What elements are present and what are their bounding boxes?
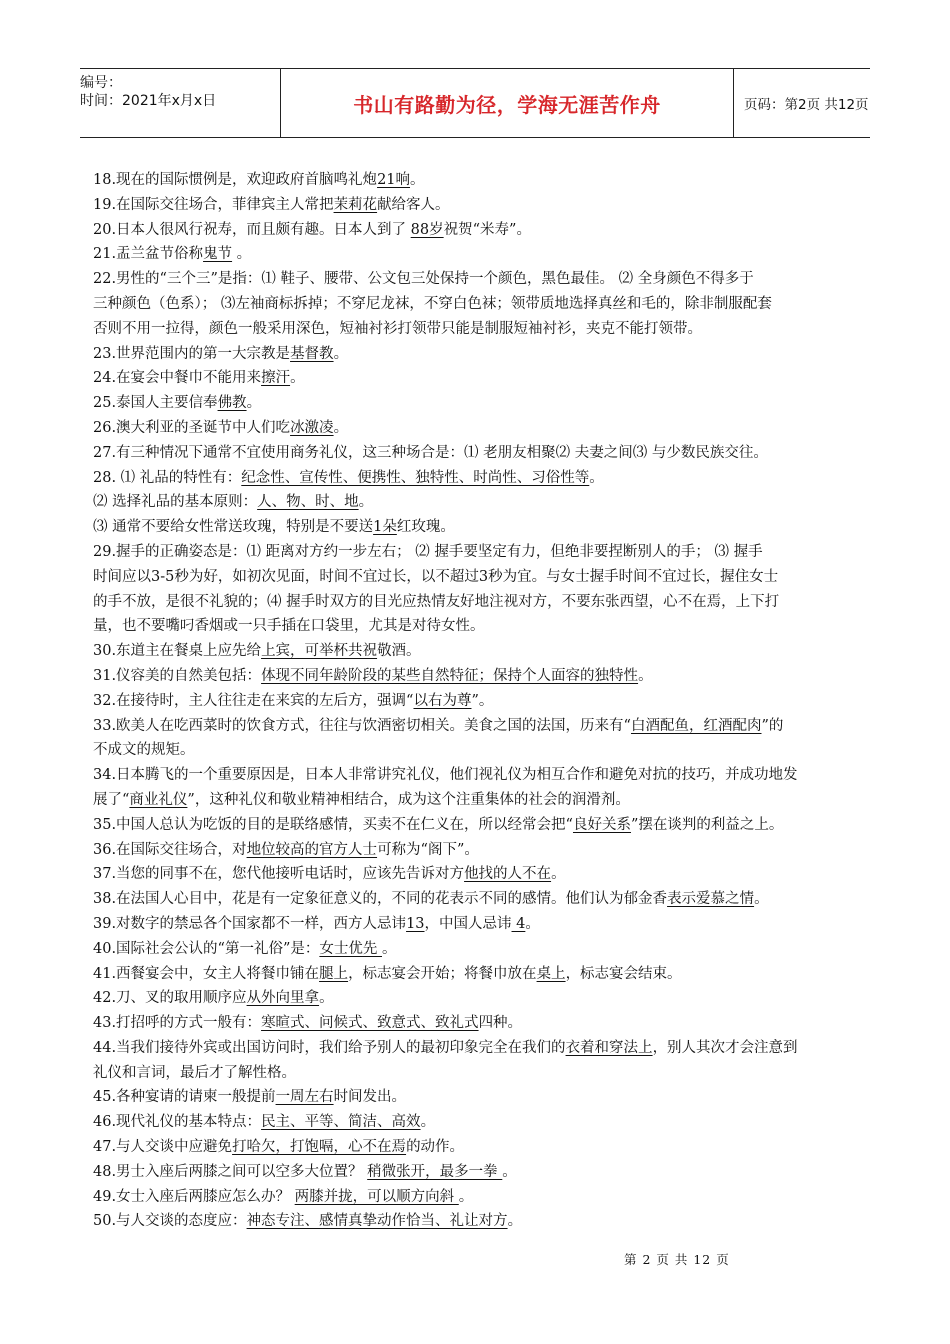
line-text: 21.盂兰盆节俗称 bbox=[93, 246, 204, 263]
text-line bbox=[93, 639, 883, 664]
line-text: 时间发出。 bbox=[333, 1089, 407, 1106]
answer-text: 民主、平等、简洁、高效 bbox=[261, 1114, 421, 1131]
answer-text: 冰激凌 bbox=[290, 419, 334, 436]
line-text: 27.有三种情况下通常不宜使用商务礼仪，这三种场合是：⑴ 老朋友相聚⑵ 夫妻之间⑶ 与少数民族交往。 bbox=[93, 444, 768, 461]
text-line bbox=[93, 366, 883, 391]
line-text: ”摆在谈判的利益之上。 bbox=[630, 816, 784, 833]
line-text: 敬酒。 bbox=[377, 643, 421, 660]
line-text: 。 bbox=[333, 345, 349, 362]
line-text: 28. ⑴ 礼品的特性有： bbox=[93, 469, 242, 486]
text-line bbox=[93, 342, 883, 367]
answer-text: 女士优先 bbox=[319, 940, 382, 957]
line-text: 29.握手的正确姿态是：⑴ 距离对方约一步左右； ⑵ 握手要坚定有力，但绝非要捏断别人的手； ⑶ 握手 bbox=[93, 543, 763, 560]
text-line bbox=[93, 267, 883, 292]
line-text: 41.西餐宴会中，女主人将餐巾铺在 bbox=[93, 965, 320, 982]
answer-text: 鬼节 bbox=[203, 246, 233, 263]
line-text: ，标志宴会开始；将餐巾放在 bbox=[348, 965, 537, 982]
text-line bbox=[93, 986, 883, 1011]
line-text: 47.与人交谈中应避免 bbox=[93, 1139, 233, 1156]
line-text: 。 bbox=[589, 469, 604, 486]
line-text: 26.澳大利亚的圣诞节中人们吃 bbox=[93, 419, 291, 436]
line-text: 四种。 bbox=[478, 1015, 523, 1032]
text-line bbox=[93, 912, 883, 937]
answer-text: 1朵 bbox=[373, 519, 397, 536]
text-line bbox=[93, 1135, 883, 1160]
line-text: 。 bbox=[319, 990, 334, 1007]
line-text: 30.东道主在餐桌上应先给 bbox=[93, 643, 262, 660]
text-line bbox=[93, 565, 883, 590]
answer-text: 表示爱慕之情 bbox=[667, 891, 755, 908]
answer-text: 纪念性、宣传性、便携性、独特性、时尚性、习俗性等 bbox=[241, 469, 590, 486]
line-text: ”的 bbox=[761, 717, 784, 734]
text-line bbox=[93, 1209, 883, 1234]
text-line bbox=[93, 1110, 883, 1135]
text-line bbox=[93, 813, 883, 838]
line-text: 31.仪容美的自然美包括： bbox=[93, 667, 262, 684]
text-line bbox=[93, 391, 883, 416]
answer-text: 稍微张开，最多一拳 bbox=[367, 1163, 503, 1180]
text-line bbox=[93, 590, 883, 615]
line-text: 。 bbox=[458, 1188, 474, 1205]
answer-text: 商业礼仪 bbox=[129, 791, 188, 808]
text-line bbox=[93, 1011, 883, 1036]
page-footer: 第 2 页 共 12 页 bbox=[624, 1252, 730, 1267]
line-text: ”，这种礼仪和敬业精神相结合，成为这个注重集体的社会的润滑剂。 bbox=[187, 791, 630, 808]
answer-text: 13 bbox=[406, 915, 425, 932]
line-text: 红玫瑰。 bbox=[396, 519, 455, 536]
answer-text: 桌上 bbox=[536, 965, 566, 982]
answer-text: 以右为尊 bbox=[413, 692, 472, 709]
text-line bbox=[93, 292, 883, 317]
document-time-label: 时间：2021年x月x日 bbox=[80, 93, 217, 109]
line-text: 32.在接待时，主人往往走在来宾的左后方，强调“ bbox=[93, 692, 414, 709]
line-text: 。 bbox=[358, 494, 374, 511]
line-text: 19.在国际交往场合，菲律宾主人常把 bbox=[93, 196, 334, 213]
line-text: 祝贺“米寿”。 bbox=[443, 221, 531, 238]
answer-text: 88岁 bbox=[410, 221, 444, 238]
line-text: 48.男士入座后两膝之间可以空多大位置？ bbox=[93, 1163, 368, 1180]
text-line bbox=[93, 168, 883, 193]
line-text: 三种颜色（色系）； ⑶左袖商标拆掉；不穿尼龙袜，不穿白色袜；领带质地选择真丝和毛的，除非制服配套 bbox=[93, 295, 772, 312]
line-text: 42.刀、叉的取用顺序应 bbox=[93, 990, 247, 1007]
line-text: 。 bbox=[232, 246, 252, 263]
line-text: ，别人其次才会注意到 bbox=[652, 1039, 798, 1056]
answer-text: 21响 bbox=[377, 172, 411, 188]
text-line bbox=[93, 1085, 883, 1110]
text-line bbox=[93, 242, 883, 267]
text-line bbox=[93, 838, 883, 863]
line-text: 献给客人。 bbox=[377, 196, 450, 213]
text-line bbox=[93, 317, 883, 342]
answer-text: 两膝并拢，可以顺方向斜 bbox=[294, 1188, 459, 1205]
answer-text: 上宾，可举杯共祝 bbox=[261, 643, 378, 660]
answer-text: 衣着和穿法上 bbox=[565, 1039, 653, 1056]
text-line bbox=[93, 714, 883, 739]
line-text: 。 bbox=[333, 419, 349, 436]
line-text: 可称为“阁下”。 bbox=[377, 841, 479, 858]
text-line bbox=[93, 441, 883, 466]
text-line bbox=[93, 416, 883, 441]
text-line bbox=[93, 738, 883, 763]
line-text: ，标志宴会结束。 bbox=[565, 965, 682, 982]
line-text: 时间应以3-5秒为好，如初次见面，时间不宜过长，以不超过3秒为宜。与女士握手时间不宜过长，握住女士 bbox=[93, 568, 779, 585]
line-text: 。 bbox=[754, 891, 769, 908]
line-text: ⑶ 通常不要给女性常送玫瑰，特别是不要送 bbox=[93, 519, 374, 536]
text-line bbox=[93, 515, 883, 540]
answer-text: 神态专注、感情真挚动作恰当、礼让对方 bbox=[246, 1213, 508, 1230]
text-line bbox=[93, 664, 883, 689]
line-text: 38.在法国人心目中，花是有一定象征意义的，不同的花表示不同的感情。他们认为郁金香 bbox=[93, 891, 668, 908]
line-text: 量，也不要嘴叼香烟或一只手插在口袋里，尤其是对待女性。 bbox=[93, 618, 485, 635]
header-left-cell bbox=[80, 69, 280, 137]
line-text: 44.当我们接待外宾或出国访问时，我们给予别人的最初印象完全在我们的 bbox=[93, 1039, 566, 1056]
answer-text: 白酒配鱼，红酒配肉 bbox=[630, 717, 762, 734]
answer-text: 人、物、时、地 bbox=[257, 494, 359, 511]
answer-text: 良好关系 bbox=[572, 816, 631, 833]
page-header bbox=[80, 68, 870, 138]
line-text: 。 bbox=[246, 395, 262, 412]
line-text: 23.世界范围内的第一大宗教是 bbox=[93, 345, 291, 362]
line-text: 。 bbox=[507, 1213, 523, 1230]
text-line bbox=[93, 1185, 883, 1210]
answer-text: 体现不同年龄阶段的某些自然特征；保持个人面容的独特性 bbox=[261, 667, 639, 684]
line-text: 37.当您的同事不在，您代他接听电话时，应该先告诉对方 bbox=[93, 866, 465, 883]
text-line bbox=[93, 862, 883, 887]
line-text: 49.女士入座后两膝应怎么办？ bbox=[93, 1188, 295, 1205]
header-page-info: 页码：第2页 共12页 bbox=[744, 97, 869, 113]
text-line bbox=[93, 689, 883, 714]
line-text: 35.中国人总认为吃饭的目的是联络感情，买卖不在仁义在，所以经常会把“ bbox=[93, 816, 573, 833]
line-text: 40.国际社会公认的“第一礼俗”是： bbox=[93, 940, 320, 957]
document-body bbox=[93, 168, 883, 1234]
text-line bbox=[93, 466, 883, 491]
line-text: 43.打招呼的方式一般有： bbox=[93, 1015, 262, 1032]
text-line bbox=[93, 962, 883, 987]
line-text: 的手不放，是很不礼貌的；⑷ 握手时双方的目光应热情友好地注视对方，不要东张西望，心不在焉，上下打 bbox=[93, 593, 780, 610]
text-line bbox=[93, 1061, 883, 1086]
line-text: 不成文的规矩。 bbox=[93, 742, 195, 759]
answer-text: 从外向里拿 bbox=[246, 990, 320, 1007]
document-number-label: 编号： bbox=[80, 75, 122, 91]
text-line bbox=[93, 937, 883, 962]
answer-text: 寒暄式、问候式、致意式、致礼式 bbox=[261, 1015, 479, 1032]
text-line bbox=[93, 218, 883, 243]
header-motto: 书山有路勤为径，学海无涯苦作舟 bbox=[353, 92, 661, 117]
answer-text: 基督教 bbox=[290, 345, 334, 362]
line-text: 。 bbox=[551, 866, 566, 883]
text-line bbox=[93, 763, 883, 788]
line-text: 。 bbox=[638, 667, 653, 684]
line-text: 。 bbox=[290, 370, 305, 387]
line-text: 50.与人交谈的态度应： bbox=[93, 1213, 247, 1230]
text-line bbox=[93, 614, 883, 639]
text-line bbox=[93, 490, 883, 515]
answer-text: 佛教 bbox=[217, 395, 247, 412]
answer-text: 擦汗 bbox=[261, 370, 291, 387]
answer-text: 4 bbox=[511, 915, 526, 932]
line-text: 。 bbox=[525, 915, 540, 932]
header-center-cell bbox=[280, 69, 734, 137]
answer-text: 他找的人不在 bbox=[464, 866, 552, 883]
line-text: 展了“ bbox=[93, 791, 130, 808]
text-line bbox=[93, 887, 883, 912]
text-line bbox=[93, 193, 883, 218]
text-line bbox=[93, 788, 883, 813]
text-line bbox=[93, 1036, 883, 1061]
line-text: 。 bbox=[410, 172, 425, 188]
line-text: 34.日本腾飞的一个重要原因是，日本人非常讲究礼仪，他们视礼仪为相互合作和避免对抗的技巧，并成功地发 bbox=[93, 767, 798, 784]
answer-text: 一周左右 bbox=[275, 1089, 334, 1106]
line-text: 礼仪和言词，最后才了解性格。 bbox=[93, 1064, 296, 1081]
text-line bbox=[93, 540, 883, 565]
line-text: 24.在宴会中餐巾不能用来 bbox=[93, 370, 262, 387]
line-text: ，中国人忌讳 bbox=[424, 915, 512, 932]
line-text: 。 bbox=[382, 940, 397, 957]
line-text: 33.欧美人在吃西菜时的饮食方式，往往与饮酒密切相关。美食之国的法国，历来有“ bbox=[93, 717, 631, 734]
line-text: 的动作。 bbox=[406, 1139, 465, 1156]
line-text: 46.现代礼仪的基本特点： bbox=[93, 1114, 262, 1131]
line-text: 。 bbox=[420, 1114, 436, 1131]
answer-text: 地位较高的官方人士 bbox=[246, 841, 378, 858]
line-text: 36.在国际交往场合，对 bbox=[93, 841, 247, 858]
line-text: 39.对数字的禁忌各个国家都不一样，西方人忌讳 bbox=[93, 915, 407, 932]
line-text: 25.泰国人主要信奉 bbox=[93, 395, 218, 412]
text-line bbox=[93, 1160, 883, 1185]
line-text: ⑵ 选择礼品的基本原则： bbox=[93, 494, 258, 511]
line-text: ”。 bbox=[471, 692, 494, 709]
line-text: 。 bbox=[502, 1163, 517, 1180]
answer-text: 打哈欠，打饱嗝，心不在焉 bbox=[232, 1139, 407, 1156]
line-text: 45.各种宴请的请柬一般提前 bbox=[93, 1089, 276, 1106]
line-text: 否则不用一拉得，颜色一般采用深色，短袖衬衫打领带只能是制服短袖衬衫，夹克不能打领带。 bbox=[93, 320, 702, 337]
line-text: 20.日本人很风行祝寿，而且颇有趣。日本人到了 bbox=[93, 221, 411, 238]
line-text: 18.现在的国际惯例是，欢迎政府首脑鸣礼炮 bbox=[93, 172, 378, 188]
answer-text: 茉莉花 bbox=[333, 196, 378, 213]
answer-text: 腿上 bbox=[319, 965, 349, 982]
line-text: 22.男性的“三个三”是指：⑴ 鞋子、腰带、公文包三处保持一个颜色，黑色最佳。 ⑵ 全身颜色不得多于 bbox=[93, 271, 754, 288]
